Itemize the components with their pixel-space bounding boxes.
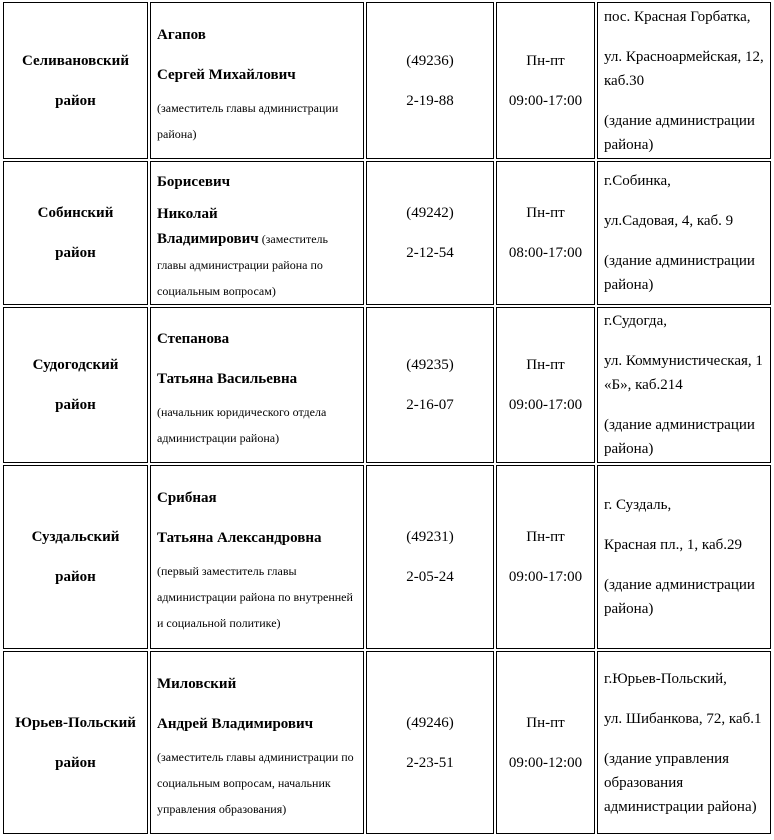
work-hours: 09:00-17:00 xyxy=(508,397,583,413)
work-days: Пн-пт xyxy=(526,529,565,545)
district-name: Юрьев-Польский xyxy=(15,714,136,731)
phone-number: 2-12-54 xyxy=(406,245,454,261)
work-days: Пн-пт xyxy=(526,714,565,731)
address-building: (здание администрации района) xyxy=(604,417,755,457)
person-last-name: Борисевич xyxy=(157,174,231,190)
address-building: (здание управления образования администрации района) xyxy=(604,750,757,815)
phone-number: 2-19-88 xyxy=(406,92,454,109)
person-cell xyxy=(150,465,364,649)
address-street: ул. Шибанкова, 72, каб.1 xyxy=(604,710,762,727)
work-days: Пн-пт xyxy=(526,205,565,221)
phone-code: (49235) xyxy=(406,357,454,373)
phone-code: (49242) xyxy=(406,205,454,221)
district-suffix: район xyxy=(55,754,96,771)
work-hours: 09:00-17:00 xyxy=(508,92,583,109)
contacts-table xyxy=(1,0,773,836)
address-building: (здание администрации района) xyxy=(604,253,755,293)
district-name: Судогодский xyxy=(32,357,119,373)
person-cell xyxy=(150,161,364,305)
person-role: (заместитель главы администрации по социальным вопросам, начальник управления образования) xyxy=(157,749,354,816)
work-hours: 08:00-17:00 xyxy=(508,245,583,261)
person-cell xyxy=(150,2,364,159)
district-cell xyxy=(3,307,148,463)
address-street: ул. Коммунистическая, 1 «Б», каб.214 xyxy=(604,353,763,393)
district-suffix: район xyxy=(55,569,96,585)
district-cell xyxy=(3,465,148,649)
district-cell xyxy=(3,651,148,834)
address-cell xyxy=(597,651,771,834)
work-days: Пн-пт xyxy=(526,52,565,69)
person-first-name: Сергей Михайлович xyxy=(157,66,296,83)
table-row xyxy=(3,651,771,834)
district-name: Селивановский xyxy=(22,52,129,69)
person-cell xyxy=(150,651,364,834)
phone-cell xyxy=(366,651,494,834)
phone-code: (49236) xyxy=(406,52,454,69)
hours-cell xyxy=(496,651,595,834)
table-row xyxy=(3,2,771,159)
phone-cell xyxy=(366,161,494,305)
person-role: (начальник юридического отдела администрации района) xyxy=(157,405,327,445)
work-hours: 09:00-17:00 xyxy=(508,569,583,585)
address-cell xyxy=(597,2,771,159)
district-cell xyxy=(3,2,148,159)
district-suffix: район xyxy=(55,92,96,109)
district-cell xyxy=(3,161,148,305)
person-last-name: Агапов xyxy=(157,26,206,43)
address-cell xyxy=(597,307,771,463)
phone-number: 2-23-51 xyxy=(406,754,454,771)
person-first-name: Татьяна Васильевна xyxy=(157,371,298,387)
phone-number: 2-16-07 xyxy=(406,397,454,413)
person-role: (заместитель главы администрации района) xyxy=(157,100,339,141)
phone-cell xyxy=(366,307,494,463)
person-role: (первый заместитель главы администрации района по внутренней и социальной политике) xyxy=(157,564,353,630)
address-city: пос. Красная Горбатка, xyxy=(604,8,751,25)
district-name: Собинский xyxy=(37,205,114,221)
person-cell xyxy=(150,307,364,463)
district-suffix: район xyxy=(55,397,96,413)
address-city: г.Собинка, xyxy=(604,173,671,189)
phone-cell xyxy=(366,465,494,649)
address-building: (здание администрации района) xyxy=(604,112,755,153)
address-street: ул.Садовая, 4, каб. 9 xyxy=(604,213,734,229)
phone-cell xyxy=(366,2,494,159)
address-building: (здание администрации района) xyxy=(604,577,755,617)
table-row xyxy=(3,465,771,649)
person-role: (заместитель главы администрации района по социальным вопросам) xyxy=(157,232,328,298)
person-last-name: Степанова xyxy=(157,331,230,347)
address-cell xyxy=(597,161,771,305)
hours-cell xyxy=(496,465,595,649)
phone-number: 2-05-24 xyxy=(406,569,454,585)
person-first-name: Андрей Владимирович xyxy=(157,715,314,732)
district-suffix: район xyxy=(55,245,96,261)
person-first-name: Татьяна Александровна xyxy=(157,530,322,546)
address-city: г. Суздаль, xyxy=(604,497,672,513)
address-city: г.Юрьев-Польский, xyxy=(604,670,727,687)
hours-cell xyxy=(496,161,595,305)
person-last-name: Миловский xyxy=(157,675,237,692)
address-street: Красная пл., 1, каб.29 xyxy=(604,537,743,553)
address-cell xyxy=(597,465,771,649)
person-first-name: Николай xyxy=(157,206,218,222)
hours-cell xyxy=(496,2,595,159)
address-city: г.Судогда, xyxy=(604,313,667,329)
person-first-name-2: Владимирович xyxy=(157,231,259,247)
table-row xyxy=(3,161,771,305)
address-street: ул. Красноармейская, 12, каб.30 xyxy=(604,48,764,89)
hours-cell xyxy=(496,307,595,463)
phone-code: (49246) xyxy=(406,714,454,731)
person-last-name: Срибная xyxy=(157,490,217,506)
phone-code: (49231) xyxy=(406,529,454,545)
work-hours: 09:00-12:00 xyxy=(508,754,583,771)
district-name: Суздальский xyxy=(31,529,120,545)
work-days: Пн-пт xyxy=(526,357,565,373)
table-row xyxy=(3,307,771,463)
